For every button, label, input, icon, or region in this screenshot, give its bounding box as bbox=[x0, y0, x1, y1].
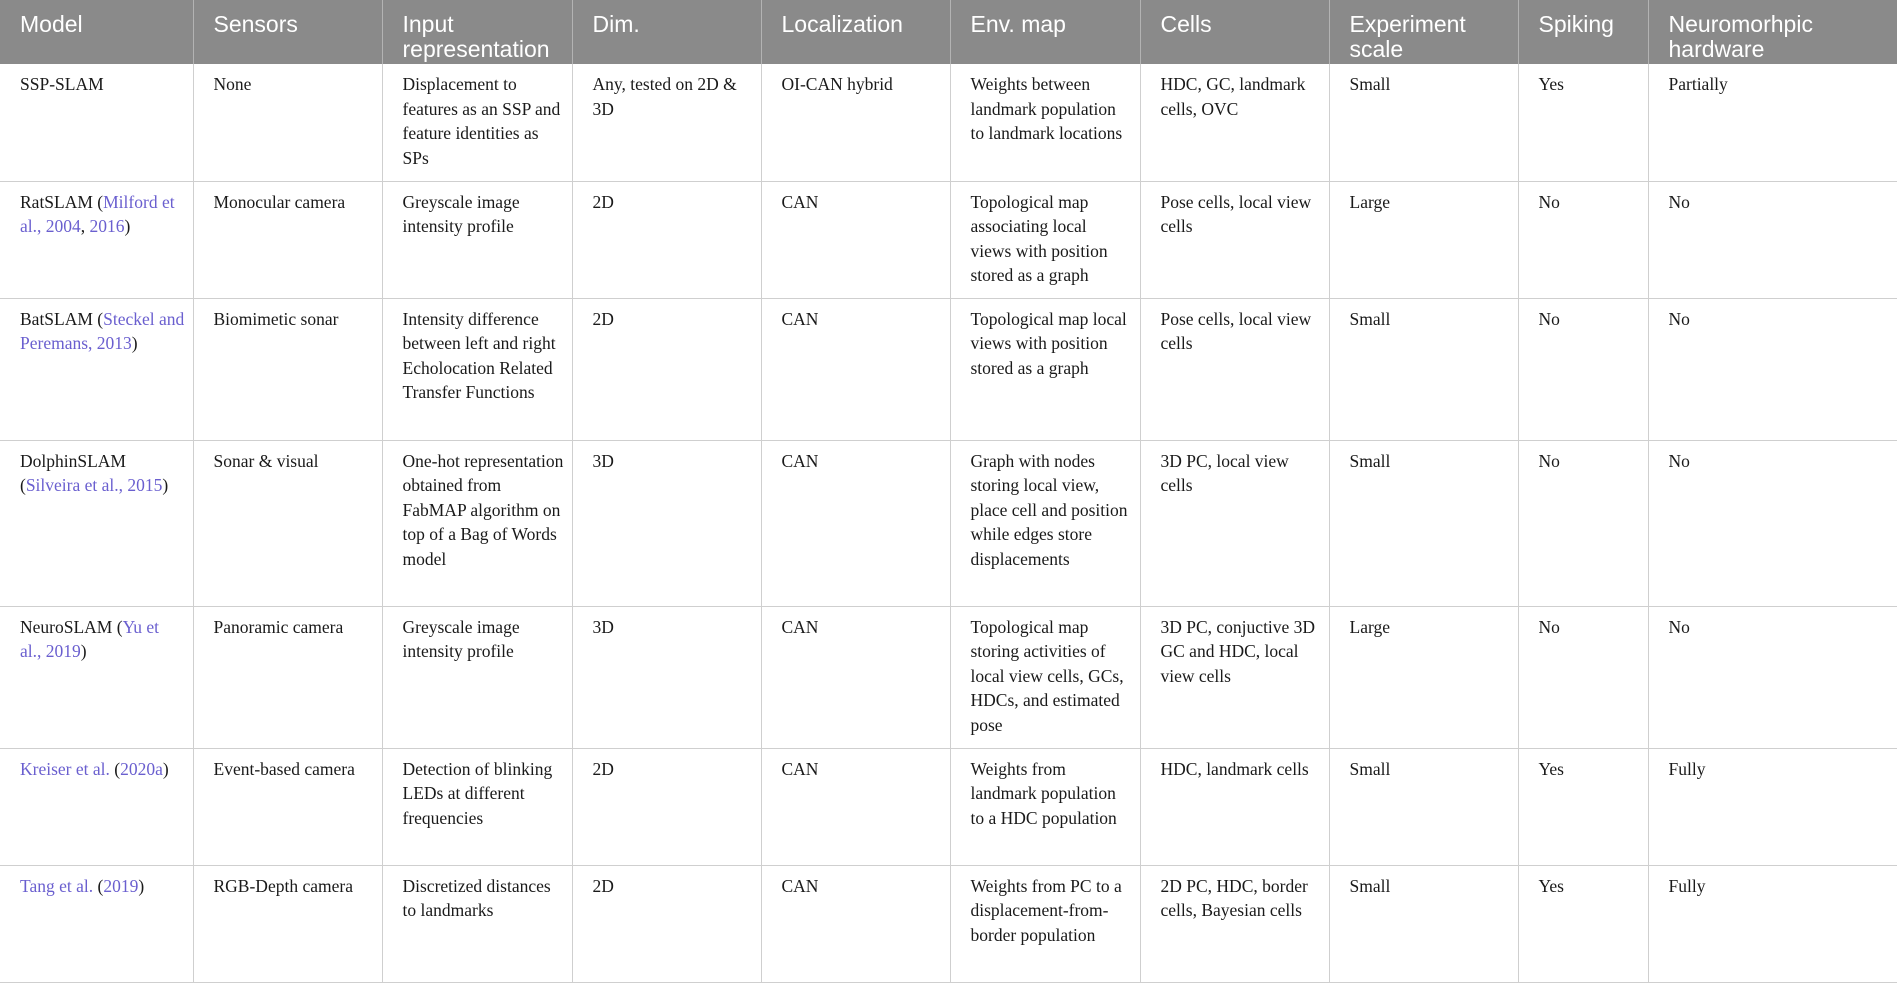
model-name: NeuroSLAM ( bbox=[20, 616, 123, 637]
cell-envmap: Weights between landmark population to landmark locations bbox=[950, 64, 1140, 181]
cell-sensors: Monocular camera bbox=[193, 181, 382, 298]
citation-close: ) bbox=[124, 216, 131, 237]
cell-input: Detection of blinking LEDs at different frequencies bbox=[382, 748, 572, 865]
cell-spiking: No bbox=[1518, 181, 1648, 298]
cell-hardware: Fully bbox=[1648, 865, 1897, 982]
cell-scale: Small bbox=[1329, 298, 1518, 440]
citation-close: ) bbox=[80, 641, 87, 662]
cell-spiking: Yes bbox=[1518, 748, 1648, 865]
cell-hardware: No bbox=[1648, 181, 1897, 298]
cell-sensors: Event-based camera bbox=[193, 748, 382, 865]
cell-model bbox=[0, 298, 193, 440]
header-input: Input representation bbox=[382, 0, 572, 64]
cell-input: Intensity difference between left and right Echolocation Related Transfer Functions bbox=[382, 298, 572, 440]
citation-close: ) bbox=[138, 875, 145, 896]
cell-dim: 3D bbox=[572, 440, 761, 606]
cell-model bbox=[0, 865, 193, 982]
cell-sensors: Sonar & visual bbox=[193, 440, 382, 606]
cell-hardware: No bbox=[1648, 440, 1897, 606]
cell-spiking: Yes bbox=[1518, 865, 1648, 982]
model-name: BatSLAM ( bbox=[20, 308, 104, 329]
cell-scale: Small bbox=[1329, 748, 1518, 865]
header-model: Model bbox=[0, 0, 193, 64]
cell-localization: CAN bbox=[761, 748, 950, 865]
cell-localization: CAN bbox=[761, 606, 950, 748]
table-row bbox=[0, 298, 1897, 440]
table-row bbox=[0, 865, 1897, 982]
cell-model bbox=[0, 181, 193, 298]
table-row bbox=[0, 64, 1897, 181]
header-envmap: Env. map bbox=[950, 0, 1140, 64]
cell-cells: 2D PC, HDC, border cells, Bayesian cells bbox=[1140, 865, 1329, 982]
table-row bbox=[0, 748, 1897, 865]
cell-model: SSP-SLAM bbox=[0, 64, 193, 181]
citation-separator: ( bbox=[109, 758, 121, 779]
cell-dim: 2D bbox=[572, 298, 761, 440]
cell-hardware: No bbox=[1648, 298, 1897, 440]
citation-close: ) bbox=[131, 333, 138, 354]
cell-model bbox=[0, 440, 193, 606]
cell-cells: Pose cells, local view cells bbox=[1140, 181, 1329, 298]
header-sensors: Sensors bbox=[193, 0, 382, 64]
cell-sensors: Biomimetic sonar bbox=[193, 298, 382, 440]
header-hardware: Neuromorhpic hardware bbox=[1648, 0, 1897, 64]
cell-localization: OI-CAN hybrid bbox=[761, 64, 950, 181]
cell-hardware: Fully bbox=[1648, 748, 1897, 865]
cell-cells: 3D PC, local view cells bbox=[1140, 440, 1329, 606]
cell-sensors: RGB-Depth camera bbox=[193, 865, 382, 982]
cell-localization: CAN bbox=[761, 298, 950, 440]
citation-link[interactable]: 2020a bbox=[120, 758, 163, 779]
header-scale: Experiment scale bbox=[1329, 0, 1518, 64]
cell-dim: 2D bbox=[572, 181, 761, 298]
header-cells: Cells bbox=[1140, 0, 1329, 64]
cell-cells: 3D PC, conjuctive 3D GC and HDC, local view cells bbox=[1140, 606, 1329, 748]
header-row bbox=[0, 0, 1897, 64]
citation-separator: , bbox=[80, 216, 90, 237]
citation-link[interactable]: 2016 bbox=[89, 216, 125, 237]
cell-scale: Large bbox=[1329, 181, 1518, 298]
cell-localization: CAN bbox=[761, 440, 950, 606]
citation-link[interactable]: Yu et al., 2019 bbox=[20, 616, 160, 662]
cell-dim: 2D bbox=[572, 865, 761, 982]
cell-localization: CAN bbox=[761, 865, 950, 982]
cell-spiking: No bbox=[1518, 440, 1648, 606]
cell-hardware: Partially bbox=[1648, 64, 1897, 181]
citation-link[interactable]: Silveira et al., 2015 bbox=[25, 475, 163, 496]
cell-scale: Large bbox=[1329, 606, 1518, 748]
cell-envmap: Weights from landmark population to a HDC population bbox=[950, 748, 1140, 865]
table-row bbox=[0, 606, 1897, 748]
cell-hardware: No bbox=[1648, 606, 1897, 748]
citation-link[interactable]: 2019 bbox=[103, 875, 139, 896]
cell-input: Greyscale image intensity profile bbox=[382, 181, 572, 298]
cell-localization: CAN bbox=[761, 181, 950, 298]
cell-envmap: Weights from PC to a displacement-from-border population bbox=[950, 865, 1140, 982]
cell-dim: 3D bbox=[572, 606, 761, 748]
cell-cells: Pose cells, local view cells bbox=[1140, 298, 1329, 440]
citation-close: ) bbox=[162, 475, 169, 496]
cell-sensors: Panoramic camera bbox=[193, 606, 382, 748]
citation-link[interactable]: Kreiser et al. bbox=[20, 758, 110, 779]
table-row bbox=[0, 440, 1897, 606]
cell-model bbox=[0, 606, 193, 748]
header-dim: Dim. bbox=[572, 0, 761, 64]
cell-dim: 2D bbox=[572, 748, 761, 865]
table-row bbox=[0, 181, 1897, 298]
cell-scale: Small bbox=[1329, 440, 1518, 606]
cell-spiking: No bbox=[1518, 298, 1648, 440]
citation-link[interactable]: Milford et al., 2004 bbox=[20, 191, 175, 237]
cell-scale: Small bbox=[1329, 64, 1518, 181]
cell-envmap: Graph with nodes storing local view, place cell and position while edges store displacements bbox=[950, 440, 1140, 606]
cell-input: One-hot representation obtained from FabMAP algorithm on top of a Bag of Words model bbox=[382, 440, 572, 606]
citation-close: ) bbox=[162, 758, 169, 779]
header-spiking: Spiking bbox=[1518, 0, 1648, 64]
cell-model bbox=[0, 748, 193, 865]
cell-envmap: Topological map storing activities of local view cells, GCs, HDCs, and estimated pose bbox=[950, 606, 1140, 748]
cell-cells: HDC, landmark cells bbox=[1140, 748, 1329, 865]
cell-envmap: Topological map associating local views with position stored as a graph bbox=[950, 181, 1140, 298]
cell-spiking: Yes bbox=[1518, 64, 1648, 181]
citation-link[interactable]: Tang et al. bbox=[20, 875, 94, 896]
cell-cells: HDC, GC, landmark cells, OVC bbox=[1140, 64, 1329, 181]
cell-input: Discretized distances to landmarks bbox=[382, 865, 572, 982]
cell-dim: Any, tested on 2D & 3D bbox=[572, 64, 761, 181]
cell-sensors: None bbox=[193, 64, 382, 181]
cell-input: Displacement to features as an SSP and feature identities as SPs bbox=[382, 64, 572, 181]
cell-spiking: No bbox=[1518, 606, 1648, 748]
model-name: RatSLAM ( bbox=[20, 191, 104, 212]
cell-scale: Small bbox=[1329, 865, 1518, 982]
citation-separator: ( bbox=[93, 875, 104, 896]
citation-link[interactable]: Steckel and Peremans, 2013 bbox=[20, 308, 185, 354]
cell-input: Greyscale image intensity profile bbox=[382, 606, 572, 748]
cell-envmap: Topological map local views with position stored as a graph bbox=[950, 298, 1140, 440]
model-name: DolphinSLAM ( bbox=[20, 450, 126, 496]
header-localization: Localization bbox=[761, 0, 950, 64]
